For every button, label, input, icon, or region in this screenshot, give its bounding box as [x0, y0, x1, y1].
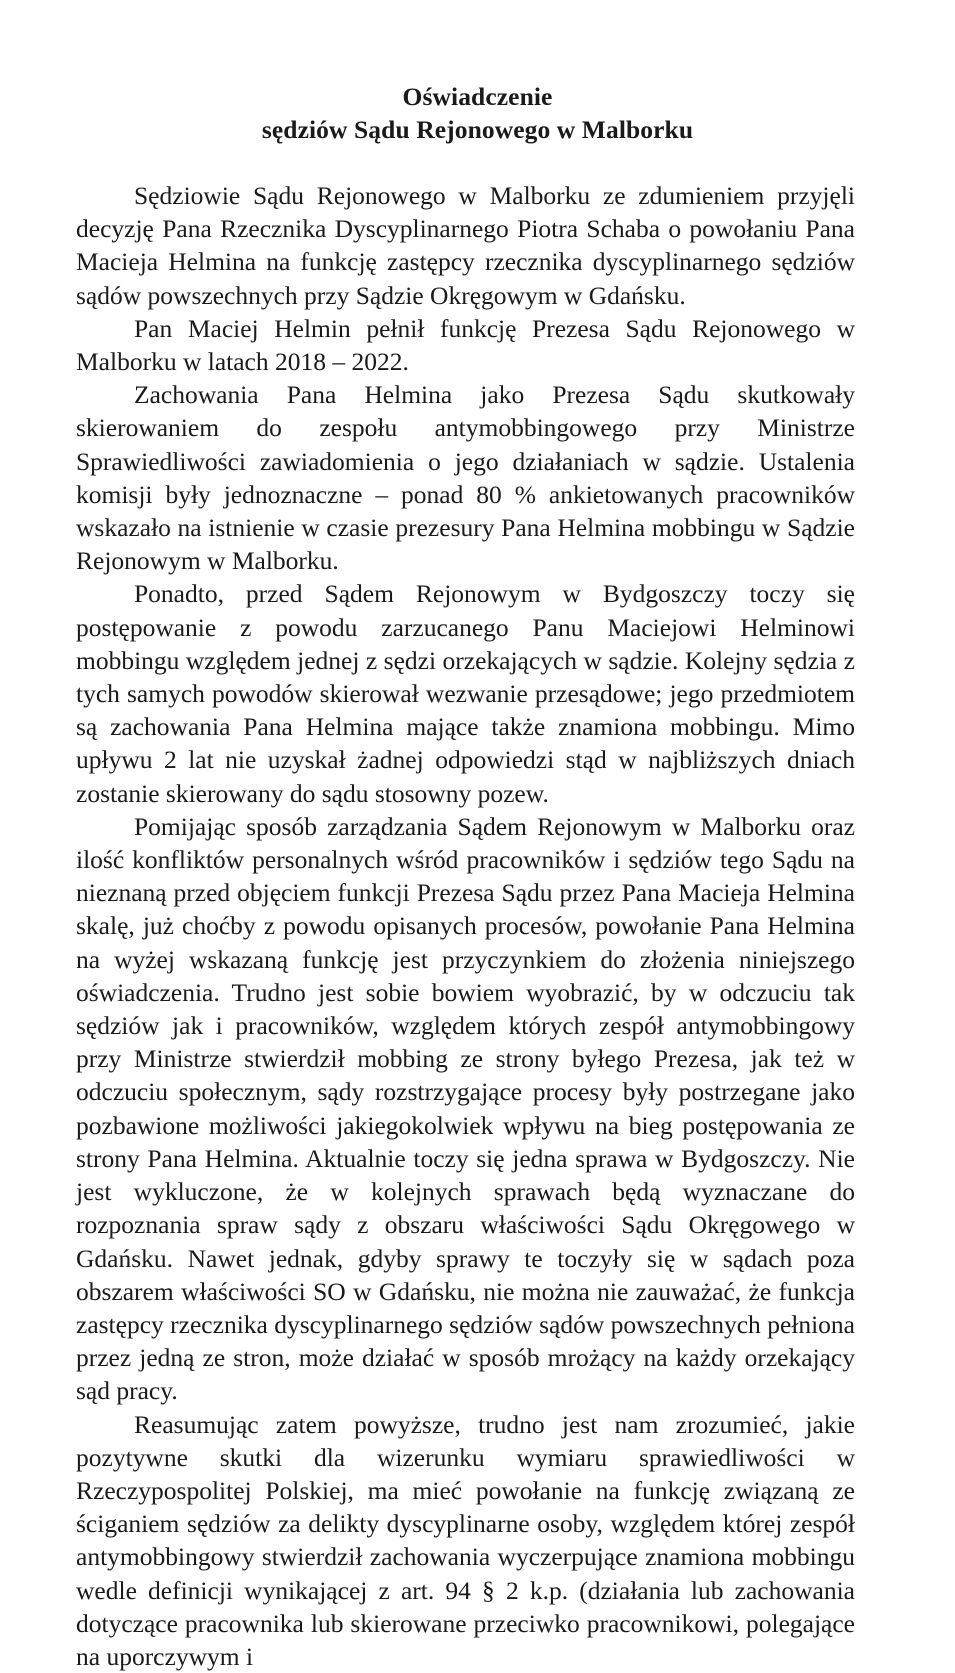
paragraph: Zachowania Pana Helmina jako Prezesa Sądu skutkowały skierowaniem do zespołu antymobbingowego przy Ministrze Sprawiedliwości zawiadomienia o jego działaniach w sądzie. Ustalenia komisji były jednoznaczne – ponad 80 % ankietowanych pracowników wskazało na istnienie w czasie prezesury Pana Helmina mobbingu w Sądzie Rejonowym w Malborku.	[76, 380, 855, 576]
document-title-line-2: sędziów Sądu Rejonowego w Malborku	[261, 115, 694, 144]
document-body	[0, 179, 955, 1673]
paragraph: Pan Maciej Helmin pełnił funkcję Prezesa Sądu Rejonowego w Malborku w latach 2018 – 2022.	[76, 313, 855, 377]
paragraph: Reasumując zatem powyższe, trudno jest nam zrozumieć, jakie pozytywne skutki dla wizerunku wymiaru sprawiedliwości w Rzeczypospolitej Polskiej, ma mieć powołanie na funkcję związaną ze ściganiem sędziów za delikty dyscyplinarne osoby, względem której zespół antymobbingowy stwierdził zachowania wyczerpujące znamiona mobbingu wedle definicji wynikającej z art. 94 § 2 k.p. (działania lub zachowania dotyczące pracownika lub skierowane przeciwko pracownikowi, polegające na uporczywym i	[76, 1409, 855, 1671]
document-title-line-1: Oświadczenie	[402, 82, 553, 111]
document-title	[0, 0, 955, 146]
paragraph: Pomijając sposób zarządzania Sądem Rejonowym w Malborku oraz ilość konfliktów personalnych wśród pracowników i sędziów tego Sądu na nieznaną przed objęciem funkcji Prezesa Sądu przez Pana Macieja Helmina skalę, już choćby z powodu opisanych procesów, powołanie Pana Helmina na wyżej wskazaną funkcję jest przyczynkiem do złożenia niniejszego oświadczenia. Trudno jest sobie bowiem wyobrazić, by w odczuciu tak sędziów jak i pracowników, względem których zespół antymobbingowy przy Ministrze stwierdził mobbing ze strony byłego Prezesa, jak też w odczuciu społecznym, sądy rozstrzygające procesy były postrzegane jako pozbawione możliwości jakiegokolwiek wpływu na bieg postępowania ze strony Pana Helmina. Aktualnie toczy się jedna sprawa w Bydgoszczy. Nie jest wykluczone, że w kolejnych sprawach będą wyznaczane do rozpoznania spraw sądy z obszaru właściwości Sądu Okręgowego w Gdańsku. Nawet jednak, gdyby sprawy te toczyły się w sądach poza obszarem właściwości SO w Gdańsku, nie można nie zauważać, że funkcja zastępcy rzecznika dyscyplinarnego sędziów sądów powszechnych pełniona przez jedną ze stron, może działać w sposób mrożący na każdy orzekający sąd pracy.	[76, 811, 855, 1406]
paragraph: Ponadto, przed Sądem Rejonowym w Bydgoszczy toczy się postępowanie z powodu zarzucanego Panu Maciejowi Helminowi mobbingu względem jednej z sędzi orzekających w sądzie. Kolejny sędzia z tych samych powodów skierował wezwanie przesądowe; jego przedmiotem są zachowania Pana Helmina mające także znamiona mobbingu. Mimo upływu 2 lat nie uzyskał żadnej odpowiedzi stąd w najbliższych dniach zostanie skierowany do sądu stosowny pozew.	[76, 579, 855, 808]
paragraph: Sędziowie Sądu Rejonowego w Malborku ze zdumieniem przyjęli decyzję Pana Rzecznika Dyscyplinarnego Piotra Schaba o powołaniu Pana Macieja Helmina na funkcję zastępcy rzecznika dyscyplinarnego sędziów sądów powszechnych przy Sądzie Okręgowym w Gdańsku.	[76, 181, 855, 310]
